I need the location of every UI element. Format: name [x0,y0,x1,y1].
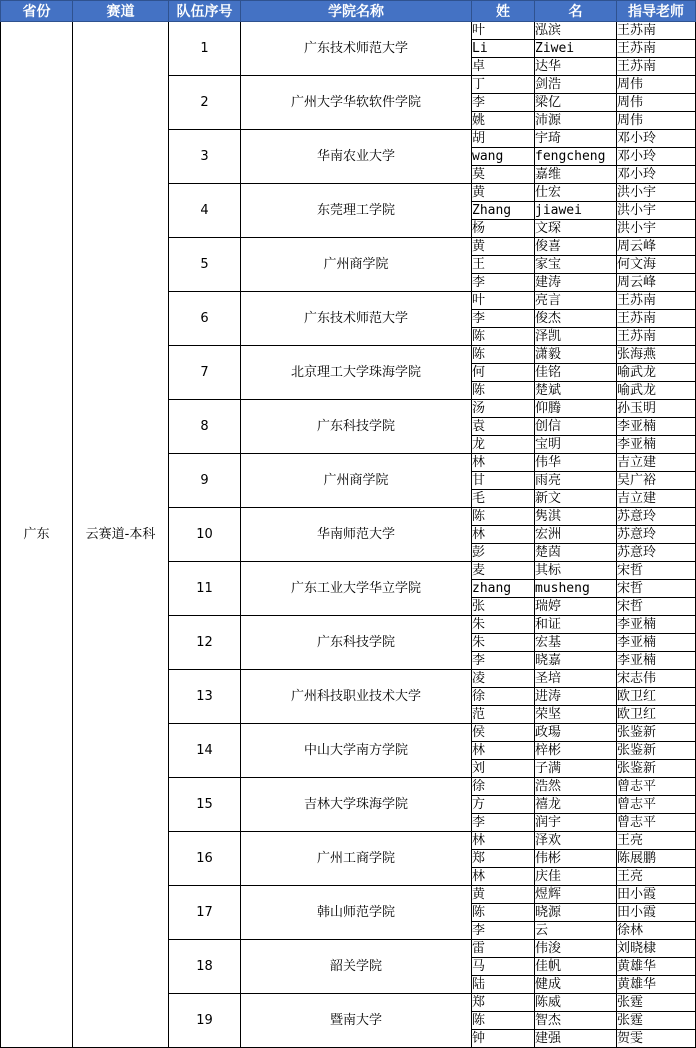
advisor-cell: 刘晓棣 [617,940,696,958]
surname-cell: 陈 [472,904,535,922]
advisor-cell: 李亚楠 [617,634,696,652]
school-name-cell: 北京理工大学珠海学院 [241,346,472,400]
surname-cell: 范 [472,706,535,724]
given-name-cell: 仰腾 [535,400,617,418]
given-name-cell: fengcheng [535,148,617,166]
given-name-cell: 晓源 [535,904,617,922]
advisor-cell: 李亚楠 [617,652,696,670]
surname-cell: zhang [472,580,535,598]
school-name-cell: 暨南大学 [241,994,472,1048]
school-name-cell: 广州工商学院 [241,832,472,886]
given-name-cell: 俊喜 [535,238,617,256]
given-name-cell: Ziwei [535,40,617,58]
given-name-cell: 健成 [535,976,617,994]
given-name-cell: 佳铭 [535,364,617,382]
given-name-cell: 浩然 [535,778,617,796]
advisor-cell: 周伟 [617,112,696,130]
advisor-cell: 邓小玲 [617,148,696,166]
team-number-cell: 11 [169,562,241,616]
advisor-cell: 苏意玲 [617,526,696,544]
surname-cell: 黄 [472,184,535,202]
advisor-cell: 陈展鹏 [617,850,696,868]
advisor-cell: 张鉴新 [617,742,696,760]
advisor-cell: 周云峰 [617,238,696,256]
team-number-cell: 16 [169,832,241,886]
track-cell: 云赛道-本科 [73,22,169,1048]
surname-cell: 刘 [472,760,535,778]
school-name-cell: 中山大学南方学院 [241,724,472,778]
surname-cell: 徐 [472,778,535,796]
surname-cell: 方 [472,796,535,814]
given-name-cell: 梓彬 [535,742,617,760]
given-name-cell: musheng [535,580,617,598]
advisor-cell: 张霆 [617,994,696,1012]
advisor-cell: 宋哲 [617,562,696,580]
surname-cell: 李 [472,922,535,940]
team-number-cell: 2 [169,76,241,130]
header-surname: 姓 [472,1,535,22]
surname-cell: 陆 [472,976,535,994]
given-name-cell: 楚茵 [535,544,617,562]
advisor-cell: 洪小宇 [617,202,696,220]
advisor-cell: 李亚楠 [617,616,696,634]
advisor-cell: 张海燕 [617,346,696,364]
given-name-cell: 晓嘉 [535,652,617,670]
team-number-cell: 18 [169,940,241,994]
advisor-cell: 何文海 [617,256,696,274]
advisor-cell: 王亮 [617,868,696,886]
advisor-cell: 黄雄华 [617,976,696,994]
given-name-cell: 智杰 [535,1012,617,1030]
given-name-cell: 梁亿 [535,94,617,112]
advisor-cell: 苏意玲 [617,508,696,526]
advisor-cell: 曾志平 [617,778,696,796]
given-name-cell: 亮言 [535,292,617,310]
surname-cell: 李 [472,94,535,112]
team-number-cell: 17 [169,886,241,940]
school-name-cell: 广东技术师范大学 [241,292,472,346]
given-name-cell: 创信 [535,418,617,436]
surname-cell: 黄 [472,886,535,904]
given-name-cell: 伟浚 [535,940,617,958]
school-name-cell: 广东科技学院 [241,400,472,454]
given-name-cell: 家宝 [535,256,617,274]
advisor-cell: 宋志伟 [617,670,696,688]
surname-cell: 李 [472,310,535,328]
advisor-cell: 王苏南 [617,328,696,346]
surname-cell: 甘 [472,472,535,490]
header-track: 赛道 [73,1,169,22]
given-name-cell: 子满 [535,760,617,778]
surname-cell: 李 [472,652,535,670]
surname-cell: Li [472,40,535,58]
team-number-cell: 15 [169,778,241,832]
surname-cell: 叶 [472,292,535,310]
surname-cell: 雷 [472,940,535,958]
advisor-cell: 喻武龙 [617,382,696,400]
given-name-cell: jiawei [535,202,617,220]
advisor-cell: 黄雄华 [617,958,696,976]
advisor-cell: 王亮 [617,832,696,850]
surname-cell: 朱 [472,616,535,634]
surname-cell: 徐 [472,688,535,706]
surname-cell: 陈 [472,328,535,346]
header-team-number: 队伍序号 [169,1,241,22]
surname-cell: 卓 [472,58,535,76]
advisor-cell: 周云峰 [617,274,696,292]
advisor-cell: 贺雯 [617,1030,696,1048]
given-name-cell: 陈威 [535,994,617,1012]
surname-cell: 杨 [472,220,535,238]
team-number-cell: 6 [169,292,241,346]
school-name-cell: 广州商学院 [241,454,472,508]
given-name-cell: 荣坚 [535,706,617,724]
surname-cell: 郑 [472,850,535,868]
team-number-cell: 19 [169,994,241,1048]
surname-cell: 马 [472,958,535,976]
advisor-cell: 张鉴新 [617,724,696,742]
advisor-cell: 邓小玲 [617,166,696,184]
surname-cell: 林 [472,526,535,544]
given-name-cell: 政瑒 [535,724,617,742]
school-name-cell: 韶关学院 [241,940,472,994]
given-name-cell: 仕宏 [535,184,617,202]
advisor-cell: 周伟 [617,94,696,112]
given-name-cell: 伟彬 [535,850,617,868]
surname-cell: 毛 [472,490,535,508]
header-row [1,1,696,22]
surname-cell: 朱 [472,634,535,652]
given-name-cell: 瑞婷 [535,598,617,616]
province-cell: 广东 [1,22,73,1048]
surname-cell: 莫 [472,166,535,184]
surname-cell: 袁 [472,418,535,436]
given-name-cell: 进涛 [535,688,617,706]
advisor-cell: 曾志平 [617,796,696,814]
header-given-name: 名 [535,1,617,22]
given-name-cell: 煜辉 [535,886,617,904]
team-number-cell: 12 [169,616,241,670]
given-name-cell: 嘉维 [535,166,617,184]
advisor-cell: 王苏南 [617,58,696,76]
given-name-cell: 宏基 [535,634,617,652]
surname-cell: 郑 [472,994,535,1012]
advisor-cell: 王苏南 [617,40,696,58]
surname-cell: 陈 [472,346,535,364]
school-name-cell: 广东工业大学华立学院 [241,562,472,616]
given-name-cell: 宇琦 [535,130,617,148]
advisor-cell: 洪小宇 [617,184,696,202]
given-name-cell: 新文 [535,490,617,508]
roster-body [1,22,696,1048]
given-name-cell: 伟华 [535,454,617,472]
advisor-cell: 王苏南 [617,292,696,310]
header-school-name: 学院名称 [241,1,472,22]
given-name-cell: 其标 [535,562,617,580]
school-name-cell: 华南师范大学 [241,508,472,562]
surname-cell: 王 [472,256,535,274]
given-name-cell: 楚斌 [535,382,617,400]
surname-cell: 丁 [472,76,535,94]
team-number-cell: 14 [169,724,241,778]
given-name-cell: 宝明 [535,436,617,454]
team-number-cell: 4 [169,184,241,238]
surname-cell: wang [472,148,535,166]
school-name-cell: 韩山师范学院 [241,886,472,940]
advisor-cell: 曾志平 [617,814,696,832]
surname-cell: 林 [472,832,535,850]
advisor-cell: 徐林 [617,922,696,940]
header-province: 省份 [1,1,73,22]
surname-cell: 林 [472,454,535,472]
given-name-cell: 达华 [535,58,617,76]
given-name-cell: 沛源 [535,112,617,130]
surname-cell: 陈 [472,1012,535,1030]
advisor-cell: 欧卫红 [617,688,696,706]
given-name-cell: 圣培 [535,670,617,688]
surname-cell: 姚 [472,112,535,130]
school-name-cell: 吉林大学珠海学院 [241,778,472,832]
surname-cell: 陈 [472,508,535,526]
surname-cell: 彭 [472,544,535,562]
given-name-cell: 潇毅 [535,346,617,364]
advisor-cell: 吉立建 [617,490,696,508]
team-number-cell: 9 [169,454,241,508]
given-name-cell: 雨亮 [535,472,617,490]
surname-cell: 张 [472,598,535,616]
surname-cell: 侯 [472,724,535,742]
team-number-cell: 7 [169,346,241,400]
school-name-cell: 广州大学华软软件学院 [241,76,472,130]
advisor-cell: 宋哲 [617,580,696,598]
advisor-cell: 苏意玲 [617,544,696,562]
advisor-cell: 邓小玲 [617,130,696,148]
advisor-cell: 田小霞 [617,904,696,922]
given-name-cell: 泽凯 [535,328,617,346]
given-name-cell: 泓滨 [535,22,617,40]
given-name-cell: 庆佳 [535,868,617,886]
advisor-cell: 张鉴新 [617,760,696,778]
surname-cell: 钟 [472,1030,535,1048]
advisor-cell: 喻武龙 [617,364,696,382]
surname-cell: 汤 [472,400,535,418]
given-name-cell: 云 [535,922,617,940]
surname-cell: 李 [472,814,535,832]
team-number-cell: 8 [169,400,241,454]
given-name-cell: 宏洲 [535,526,617,544]
advisor-cell: 王苏南 [617,310,696,328]
advisor-cell: 宋哲 [617,598,696,616]
given-name-cell: 禧龙 [535,796,617,814]
header-advisor: 指导老师 [617,1,696,22]
surname-cell: 龙 [472,436,535,454]
surname-cell: 何 [472,364,535,382]
team-number-cell: 1 [169,22,241,76]
given-name-cell: 佳帆 [535,958,617,976]
table-row [1,22,696,40]
advisor-cell: 张霆 [617,1012,696,1030]
surname-cell: 胡 [472,130,535,148]
advisor-cell: 王苏南 [617,22,696,40]
team-number-cell: 3 [169,130,241,184]
given-name-cell: 隽淇 [535,508,617,526]
surname-cell: 凌 [472,670,535,688]
given-name-cell: 文琛 [535,220,617,238]
advisor-cell: 李亚楠 [617,418,696,436]
surname-cell: 麦 [472,562,535,580]
given-name-cell: 建强 [535,1030,617,1048]
surname-cell: 李 [472,274,535,292]
surname-cell: 林 [472,868,535,886]
surname-cell: 陈 [472,382,535,400]
advisor-cell: 田小霞 [617,886,696,904]
surname-cell: 叶 [472,22,535,40]
school-name-cell: 广州商学院 [241,238,472,292]
school-name-cell: 广东科技学院 [241,616,472,670]
school-name-cell: 华南农业大学 [241,130,472,184]
surname-cell: 黄 [472,238,535,256]
advisor-cell: 李亚楠 [617,436,696,454]
given-name-cell: 建涛 [535,274,617,292]
team-number-cell: 13 [169,670,241,724]
advisor-cell: 孙玉明 [617,400,696,418]
given-name-cell: 剑浩 [535,76,617,94]
school-name-cell: 广州科技职业技术大学 [241,670,472,724]
team-number-cell: 5 [169,238,241,292]
team-number-cell: 10 [169,508,241,562]
school-name-cell: 东莞理工学院 [241,184,472,238]
given-name-cell: 泽欢 [535,832,617,850]
given-name-cell: 俊杰 [535,310,617,328]
advisor-cell: 吉立建 [617,454,696,472]
surname-cell: 林 [472,742,535,760]
surname-cell: Zhang [472,202,535,220]
given-name-cell: 润宇 [535,814,617,832]
advisor-cell: 欧卫红 [617,706,696,724]
school-name-cell: 广东技术师范大学 [241,22,472,76]
advisor-cell: 吴广裕 [617,472,696,490]
given-name-cell: 和证 [535,616,617,634]
advisor-cell: 周伟 [617,76,696,94]
advisor-cell: 洪小宇 [617,220,696,238]
